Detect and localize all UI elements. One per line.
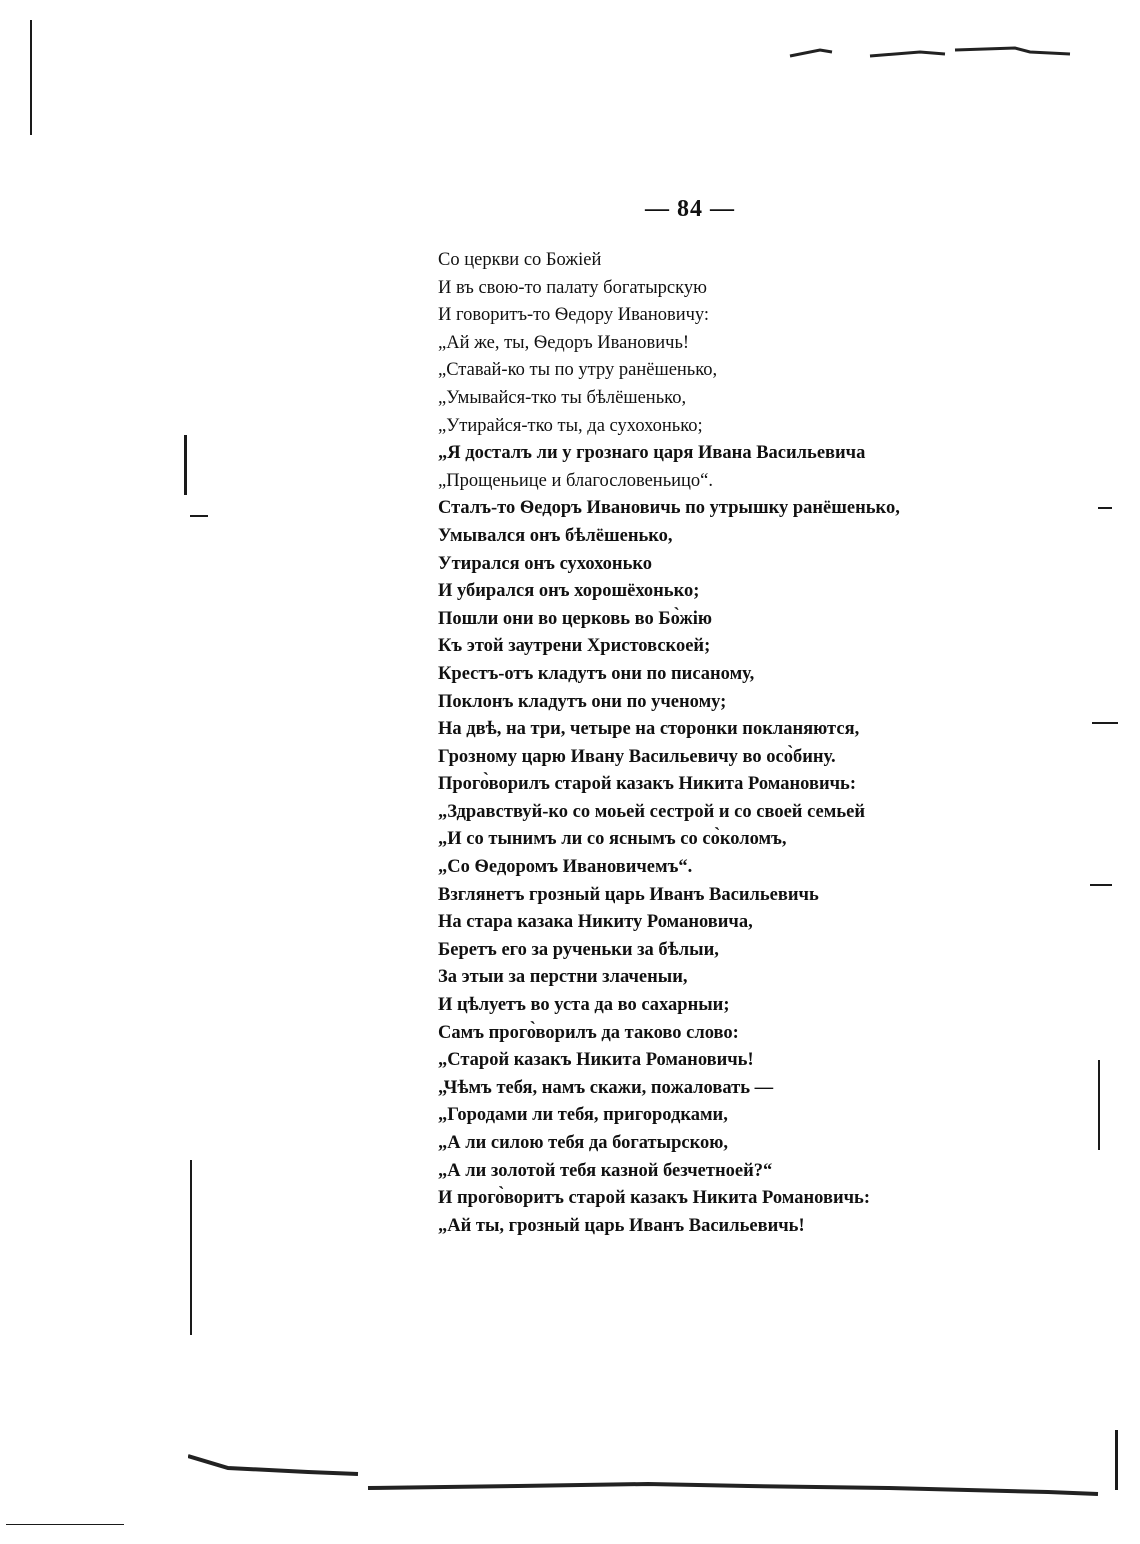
scan-mark-left-2 bbox=[184, 435, 187, 495]
poem-line: Крестъ-отъ кладутъ они по писаному, bbox=[438, 663, 755, 684]
poem-line: „Утирайся-тко ты, да сухохонько; bbox=[438, 415, 703, 436]
poem-line: На стара казака Никиту Романовича, bbox=[438, 912, 753, 933]
poem-line: Поклонъ кладутъ они по ученому; bbox=[438, 691, 727, 712]
scan-mark-right-1 bbox=[1098, 507, 1112, 509]
poem-line: Утирался онъ сухохонько bbox=[438, 553, 653, 574]
poem-line: И говоритъ-то Ѳедору Ивановичу: bbox=[438, 305, 710, 326]
poem-line: Беретъ его за рученьки за бѣлыи, bbox=[438, 939, 719, 960]
poem-line: И въ свою-то палату богатырскую bbox=[438, 277, 707, 298]
poem-line: Пошли они во церковь во Бо̀жiю bbox=[438, 608, 713, 629]
poem-line: „Умывайся-тко ты бѣлёшенько, bbox=[438, 387, 687, 408]
poem-line: „Ай же, ты, Ѳедоръ Ивановичь! bbox=[438, 332, 690, 353]
scan-mark-right-2 bbox=[1092, 722, 1118, 724]
poem-line: „Со Ѳедоромъ Ивановичемъ“. bbox=[438, 857, 693, 878]
poem-line: „Ставай-ко ты по утру ранёшенько, bbox=[438, 360, 718, 381]
poem-line: Самъ прого̀ворилъ да таково слово: bbox=[438, 1022, 739, 1043]
scan-mark-left-4 bbox=[190, 515, 208, 517]
poem-line: „Здравствуй-ко со моьей сестрой и со своей семьей bbox=[438, 801, 865, 822]
poem-line: „Городами ли тебя, пригородками, bbox=[438, 1105, 728, 1126]
poem-line: „Чѣмъ тебя, намъ скажи, пожаловать — bbox=[438, 1077, 774, 1098]
poem-line: „Ай ты, грозный царь Иванъ Васильевичь! bbox=[438, 1215, 805, 1236]
poem-line: Къ этой заутрени Христовскоей; bbox=[438, 636, 711, 657]
poem-line: И прого̀воритъ старой казакъ Никита Романовичь: bbox=[438, 1188, 870, 1209]
poem-line: „А ли силою тебя да богатырскою, bbox=[438, 1133, 729, 1153]
poem-line: „Старой казакъ Никита Романовичь! bbox=[438, 1050, 754, 1071]
poem-line: И убирался онъ хорошёхонько; bbox=[438, 581, 700, 602]
scan-edge-bottom bbox=[188, 1448, 1108, 1498]
poem-line: „А ли золотой тебя казной безчетноей?“ bbox=[438, 1160, 773, 1181]
poem-line: „Я досталъ ли у грознаго царя Ивана Васильевича bbox=[438, 443, 866, 464]
poem-line: Умывался онъ бѣлёшенько, bbox=[438, 525, 673, 546]
poem-line: Взглянетъ грозный царь Иванъ Васильевичь bbox=[438, 884, 819, 905]
poem-line: За этыи за перстни злаченыи, bbox=[438, 967, 688, 988]
scan-edge-top bbox=[780, 36, 1080, 66]
poem-line: Со церкви со Божiей bbox=[438, 250, 602, 270]
scan-mark-left-3 bbox=[190, 1160, 192, 1335]
scan-mark-left-1 bbox=[30, 20, 32, 135]
poem-line: Сталъ-то Ѳедоръ Ивановичь по утрышку ранёшенько, bbox=[438, 498, 900, 519]
poem-line: „Прощеньице и благословеньицо“. bbox=[438, 470, 714, 491]
poem-line: И цѣлуетъ во уста да во сахарныи; bbox=[438, 995, 730, 1016]
poem-line: „И со тынимъ ли со яснымъ со со̀коломъ, bbox=[438, 829, 787, 850]
scan-mark-bottom-left bbox=[6, 1524, 124, 1525]
poem-line: Прого̀ворилъ старой казакъ Никита Романовичь: bbox=[438, 774, 856, 795]
poem-line: Грозному царю Ивану Васильевичу во осо̀бину. bbox=[438, 746, 836, 767]
poem-line: На двѣ, на три, четыре на сторонки покланяются, bbox=[438, 719, 860, 740]
poem-text bbox=[438, 247, 900, 1240]
scan-mark-right-5 bbox=[1115, 1430, 1118, 1490]
page-number: — 84 — bbox=[645, 196, 735, 222]
scan-mark-right-3 bbox=[1090, 884, 1112, 886]
scan-mark-right-4 bbox=[1098, 1060, 1100, 1150]
